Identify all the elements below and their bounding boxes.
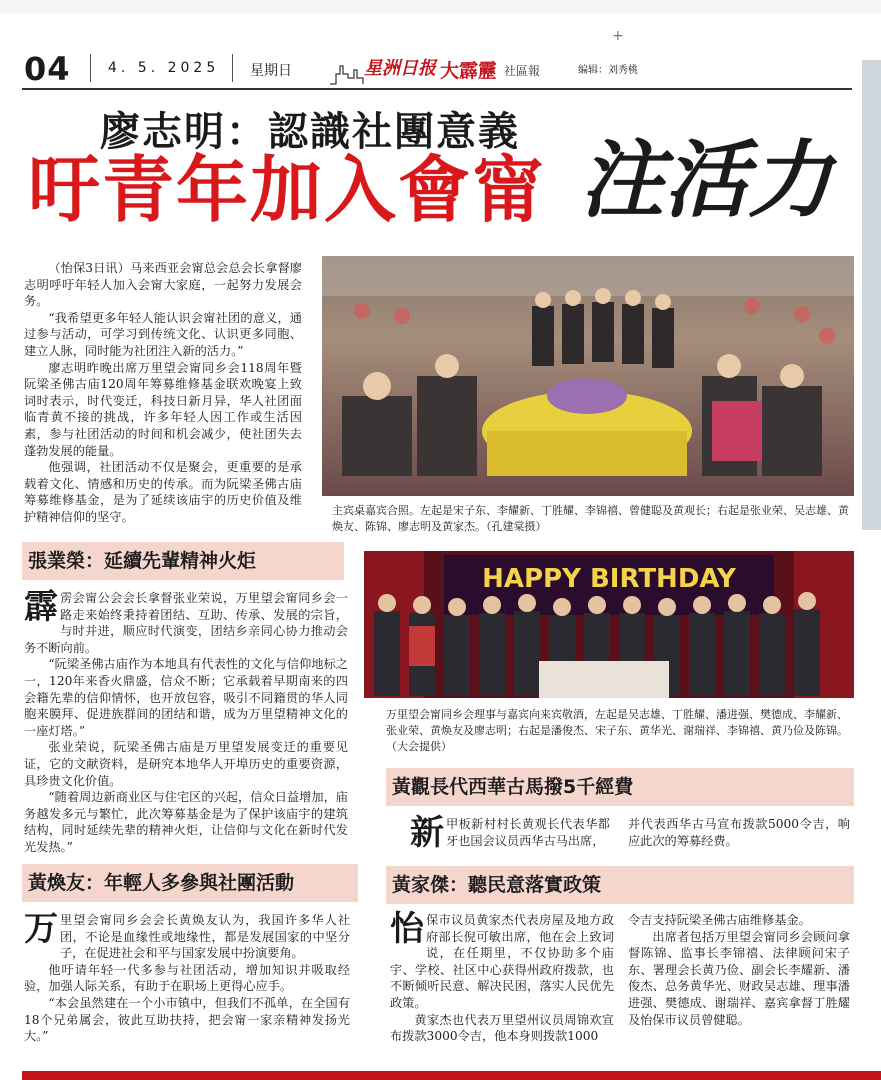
banquet-photo: [322, 256, 854, 496]
headline-kicker: 廖志明：認識社團意義: [100, 109, 520, 155]
huang-guanzhang-col1: [410, 813, 610, 853]
lead-article: [24, 260, 302, 526]
huang-jiajie-text: 出席者包括万里望会甯同乡会顾问拿督陈锦、监事长李锦禧、法律顾问宋子东、署理会长黄乃俭、副会长李耀新、潘俊杰、总务黄华光、财政吴志雄、理事潘进强、樊德成、谢瑞祥、嘉宾拿督丁胜耀及怡保市议员曾健聪。: [628, 929, 850, 1027]
header-divider: [232, 54, 233, 82]
headline-main: 吁青年加入會甯: [28, 148, 547, 232]
section-suffix: 社區報: [504, 64, 541, 78]
zhang-paragraph: “随着周边新商业区与住宅区的兴起，信众日益增加，庙务越发多元与繁忙，此次筹募基金是为了保护该庙宇的建筑结构，同时延续先辈的精神火炬，让信仰与文化在新时代发光发热。”: [24, 790, 348, 854]
section-name: 大霹靂: [440, 60, 498, 82]
adjacent-page-edge: [862, 60, 881, 1070]
huang-huanyou-first-paragraph: 里望会甯同乡会会长黄焕友认为，我国许多华人社团，不论是血缘性或地缘性，都是发展国家的中坚分子，在促进社会和平与国家发展中扮演要角。: [60, 913, 350, 961]
banner-text: HAPPY BIRTHDAY: [482, 564, 736, 594]
section-heading: 張業榮：延續先輩精神火炬: [22, 542, 344, 580]
page-number: 04: [24, 50, 71, 88]
editor-credit: 编辑：刘秀桃: [578, 65, 638, 76]
lead-paragraph: （怡保3日讯）马来西亚会甯总会总会长拿督廖志明呼吁年轻人加入会甯大家庭，一起努力发展会务。: [24, 261, 302, 309]
logo-text: 星洲日报: [364, 58, 436, 79]
banquet-photo-image: [322, 256, 854, 496]
section-heading: 黃觀長代西華古馬撥5千經費: [386, 768, 854, 806]
dropcap: 新: [410, 813, 444, 853]
dropcap: 霹: [24, 587, 58, 627]
huang-huanyou-article: [24, 909, 350, 1045]
zhang-paragraph: “阮梁圣佛古庙作为本地具有代表性的文化与信仰地标之一，120年来香火鼎盛，信众不断；它承载着早期南来的四会籍先辈的信仰情怀，也开放包容，吸引不同籍贯的华人同胞来膜拜、促进族群间的团结和谐，成为万里望精神文化的一座灯塔。”: [24, 657, 348, 738]
section-heading: 黃煥友：年輕人多參與社團活動: [22, 864, 358, 902]
lead-paragraph: “我希望更多年轻人能认识会甯社团的意义，通过参与活动，可学习到传统文化、认识更多同胞、建立人脉，同时能为社团注入新的活力。”: [24, 310, 302, 358]
dropcap: 怡: [390, 909, 424, 949]
adjacent-photo-edge: [862, 60, 881, 530]
crop-mark: +: [612, 28, 624, 44]
photo2-caption: 万里望会甯同乡会理事与嘉宾向来宾敬酒，左起是吴志雄、丁胜耀、潘进强、樊德成、李耀新、张业荣、黄焕友及廖志明；右起是潘俊杰、宋子东、黄华光、谢瑞祥、李锦禧、黄乃俭及陈锦。（大会提供）: [386, 708, 848, 753]
huang-jiajie-text: 黄家杰也代表万里望州议员周锦欢宣布拨款3000令吉，他本身则拨款1000: [390, 1012, 614, 1044]
issue-weekday: 星期日: [250, 63, 292, 79]
issue-date: 4. 5. 2025: [108, 60, 220, 76]
headline-emphasis: 注活力: [580, 130, 833, 229]
photo1-caption: 主宾桌嘉宾合照。左起是宋子东、李耀新、丁胜耀、李锦禧、曾健聪及黄观长；右起是张业荣、吴志雄、黄焕友、陈锦、廖志明及黄家杰。（孔建棠摄）: [332, 504, 849, 533]
newspaper-logo: [330, 52, 555, 86]
huang-jiajie-text: 令吉支持阮梁圣佛古庙维修基金。: [628, 913, 811, 927]
zhang-article: [24, 587, 348, 856]
huang-guanzhang-text: 甲板新村村长黄观长代表华都牙也国会议员西华古马出席，: [446, 817, 610, 848]
lead-paragraph: 他强调，社团活动不仅是聚会，更重要的是承载着文化、情感和历史的传承。而为阮梁圣佛古庙筹募维修基金，是为了延续该庙宇的历史价值及维护精神信仰的坚守。: [24, 460, 302, 524]
huang-jiajie-text: 保市议员黄家杰代表房屋及地方政府部长倪可敏出席，他在会上致词说，在任期里，不仅协助多个庙宇、学校、社区中心获得州政府拨款，也不断倾听民意、解决民困，落实人民优先政策。: [390, 913, 614, 1010]
bottom-color-bar: [22, 1071, 881, 1080]
page-top-margin: [0, 0, 881, 14]
huang-guanzhang-col2: [628, 816, 850, 849]
header-divider: [90, 54, 91, 82]
toast-photo-image: [364, 551, 854, 698]
zhang-first-paragraph: 雳会甯公会会长拿督张业荣说，万里望会甯同乡会一路走来始终秉持着团结、互助、传承、发展的宗旨，与时并进，顺应时代演变，团结乡亲同心协力推动会务不断向前。: [24, 591, 348, 655]
toast-photo: [364, 551, 854, 698]
dropcap: 万: [24, 909, 58, 949]
zhang-paragraph: 张业荣说，阮梁圣佛古庙是万里望发展变迁的重要见证，它的文献资料，是研究本地华人开埠历史的重要资源，具珍贵文化价值。: [24, 740, 348, 788]
huang-jiajie-col2: [628, 912, 850, 1028]
huang-huanyou-paragraph: “本会虽然建在一个小市镇中，但我们不孤单，在全国有18个兄弟属会，彼此互助扶持，把会甯一家亲精神发扬光大。”: [24, 995, 350, 1044]
header-rule: [22, 88, 852, 90]
huang-huanyou-paragraph: 他吁请年轻一代多参与社团活动，增加知识并吸取经验，加强人际关系，有助于在职场上更得心应手。: [24, 962, 350, 994]
huang-guanzhang-text: 并代表西华古马宣布拨款5000令吉，响应此次的筹募经费。: [628, 817, 850, 848]
section-heading: 黃家傑：聽民意落實政策: [386, 866, 854, 904]
huang-jiajie-col1: [390, 909, 614, 1045]
lead-paragraph: 廖志明昨晚出席万里望会甯同乡会118周年暨阮梁圣佛古庙120周年筹募维修基金联欢晚宴上致词时表示，时代变迁，科技日新月异，华人社团面临青黄不接的挑战，许多年轻人因工作或生活因素，参与社团活动的时间和机会减少，使社团失去蓬勃发展的能量。: [24, 360, 302, 458]
